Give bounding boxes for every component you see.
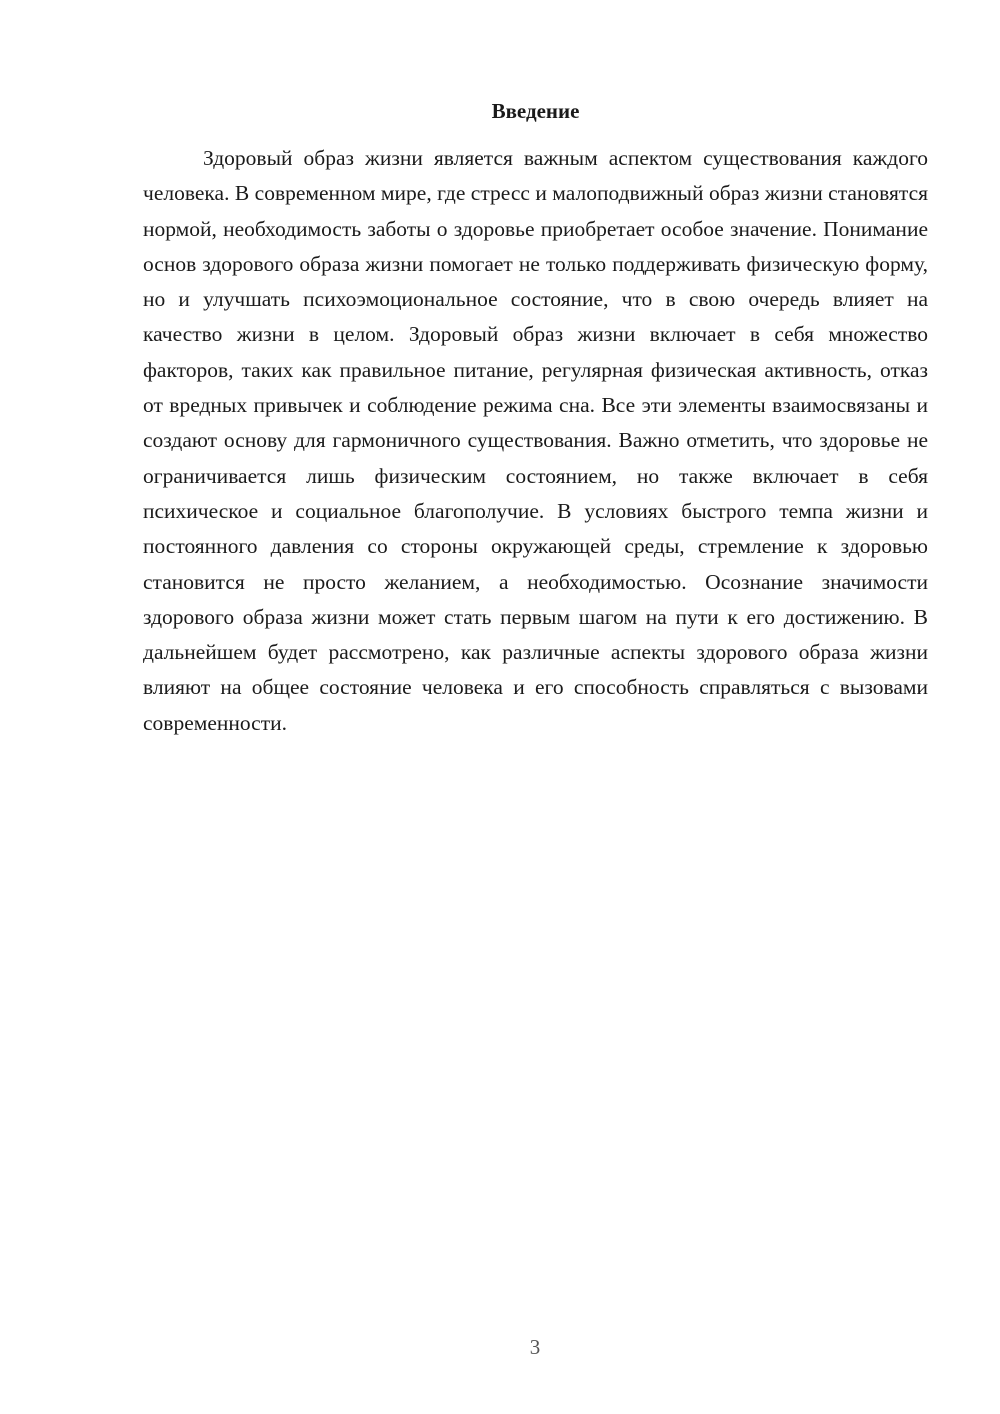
page-number: 3 xyxy=(529,1335,541,1359)
section-heading: Введение xyxy=(491,99,580,123)
body-paragraph: Здоровый образ жизни является важным аспектом существования каждого человека. В современном мире, где стресс и малоподвижный образ жизни становятся нормой, необходимость заботы о здоровье приобретает особое значение. Понимание основ здорового образа жизни помогает не только поддерживать физическую форму, но и улучшать психоэмоциональное состояние, что в свою очередь влияет на качество жизни в целом. Здоровый образ жизни включает в себя множество факторов, таких как правильное питание, регулярная физическая активность, отказ от вредных привычек и соблюдение режима сна. Все эти элементы взаимосвязаны и создают основу для гармоничного существования. Важно отметить, что здоровье не ограничивается лишь физическим состоянием, но также включает в себя психическое и социальное благополучие. В условиях быстрого темпа жизни и постоянного давления со стороны окружающей среды, стремление к здоровью становится не просто желанием, а необходимостью. Осознание значимости здорового образа жизни может стать первым шагом на пути к его достижению. В дальнейшем будет рассмотрено, как различные аспекты здорового образа жизни влияют на общее состояние человека и его способность справляться с вызовами современности. xyxy=(143,146,928,735)
